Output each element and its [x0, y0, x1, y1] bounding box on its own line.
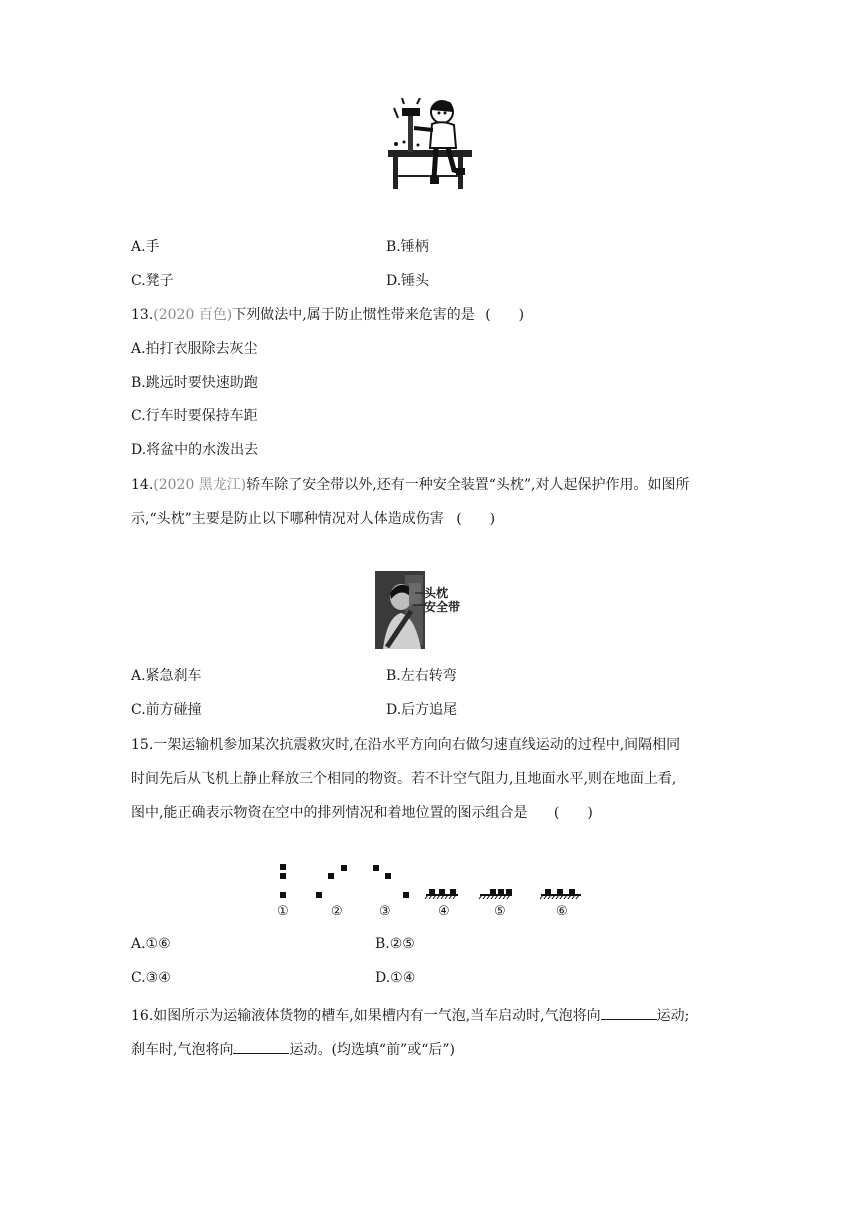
question-14-source: (2020 黑龙江)	[153, 477, 247, 493]
question-14-text-1: 轿车除了安全带以外,还有一种安全装置“头枕”,对人起保护作用。如图所	[246, 477, 690, 493]
q15-option-a: A.①⑥	[131, 936, 171, 952]
q14-option-c: C.前方碰撞	[131, 702, 202, 718]
q13-option-b: B.跳远时要快速助跑	[131, 375, 258, 391]
question-16-text-1a: 16.如图所示为运输液体货物的槽车,如果槽内有一气泡,当车启动时,气泡将向	[131, 1008, 601, 1024]
question-14-line-2	[131, 508, 495, 528]
question-15-text-3: 图中,能正确表示物资在空中的排列情况和着地位置的图示组合是	[131, 805, 528, 821]
question-16-text-2a: 刹车时,气泡将向	[131, 1042, 234, 1058]
question-15-line-3	[131, 802, 593, 822]
diagram-6-box-3	[569, 889, 575, 895]
question-13-answer-paren: ( )	[485, 307, 525, 323]
question-16-text-1b: 运动;	[656, 1008, 690, 1024]
diagram-label-3: ③	[379, 904, 391, 919]
q14-option-d: D.后方追尾	[386, 702, 458, 718]
diagram-4-box-1	[429, 889, 435, 895]
q15-option-c: C.③④	[131, 970, 171, 986]
diagram-3-box-2	[385, 873, 391, 879]
diagram-4-box-3	[450, 889, 456, 895]
diagram-1-box-2	[280, 873, 286, 879]
question-15-line-1: 15.一架运输机参加某次抗震救灾时,在沿水平方向向右做匀速直线运动的过程中,间隔相同	[131, 737, 681, 753]
question-16-line-1	[131, 1005, 689, 1025]
question-15-line-2: 时间先后从飞机上静止释放三个相同的物资。若不计空气阻力,且地面水平,则在地面上看,	[131, 771, 677, 787]
q14-option-a: A.紧急刹车	[131, 668, 202, 684]
q13-option-a: A.拍打衣服除去灰尘	[131, 341, 258, 357]
q15-option-b: B.②⑤	[375, 936, 415, 952]
headrest-label: 头枕	[424, 586, 449, 600]
answer-blank-2[interactable]	[233, 1039, 289, 1054]
question-15-answer-paren: ( )	[553, 805, 593, 821]
question-13-source: (2020 百色)	[153, 307, 233, 323]
diagram-label-5: ⑤	[494, 904, 506, 919]
question-14-line-1	[131, 474, 690, 494]
question-13-stem	[131, 304, 524, 324]
question-16-text-2b: 运动。(均选填“前”或“后”)	[289, 1042, 456, 1058]
q14-option-b: B.左右转弯	[386, 668, 457, 684]
diagram-6-box-2	[557, 889, 563, 895]
question-14-answer-paren: ( )	[456, 511, 496, 527]
question-14-text-2: 示,“头枕”主要是防止以下哪种情况对人体造成伤害	[131, 511, 444, 527]
diagram-4-box-2	[439, 889, 445, 895]
diagram-1-box-3	[280, 892, 286, 898]
q12-option-d: D.锤头	[386, 273, 430, 289]
diagram-3-box-1	[373, 865, 379, 871]
diagram-2-box-2	[328, 873, 334, 879]
q13-option-d: D.将盆中的水泼出去	[131, 442, 259, 458]
diagram-1-box-1	[280, 864, 286, 870]
q13-option-c: C.行车时要保持车距	[131, 408, 258, 424]
diagram-label-4: ④	[438, 904, 450, 919]
diagram-5-box-2	[498, 889, 504, 895]
diagram-5-box-1	[490, 889, 496, 895]
diagram-2-box-1	[316, 892, 322, 898]
headrest-seatbelt-figure	[375, 571, 487, 649]
q12-option-c: C.凳子	[131, 273, 174, 289]
question-13-text: 下列做法中,属于防止惯性带来危害的是	[232, 307, 475, 323]
q15-option-d: D.①④	[375, 970, 416, 986]
seatbelt-label: 安全带	[424, 600, 461, 614]
question-13-number: 13.	[131, 307, 154, 323]
falling-supplies-figure	[270, 860, 590, 920]
q12-option-a: A.手	[131, 239, 160, 255]
diagram-label-1: ①	[277, 904, 289, 919]
answer-blank-1[interactable]	[601, 1005, 657, 1020]
question-14-number: 14.	[131, 477, 154, 493]
hammer-stool-figure	[384, 98, 476, 194]
diagram-6-box-1	[545, 889, 551, 895]
question-16-line-2	[131, 1039, 455, 1059]
diagram-label-6: ⑥	[556, 904, 568, 919]
diagram-5-box-3	[506, 889, 512, 895]
diagram-3-box-3	[403, 892, 409, 898]
q12-option-b: B.锤柄	[386, 239, 429, 255]
diagram-2-box-3	[341, 865, 347, 871]
diagram-label-2: ②	[331, 904, 343, 919]
